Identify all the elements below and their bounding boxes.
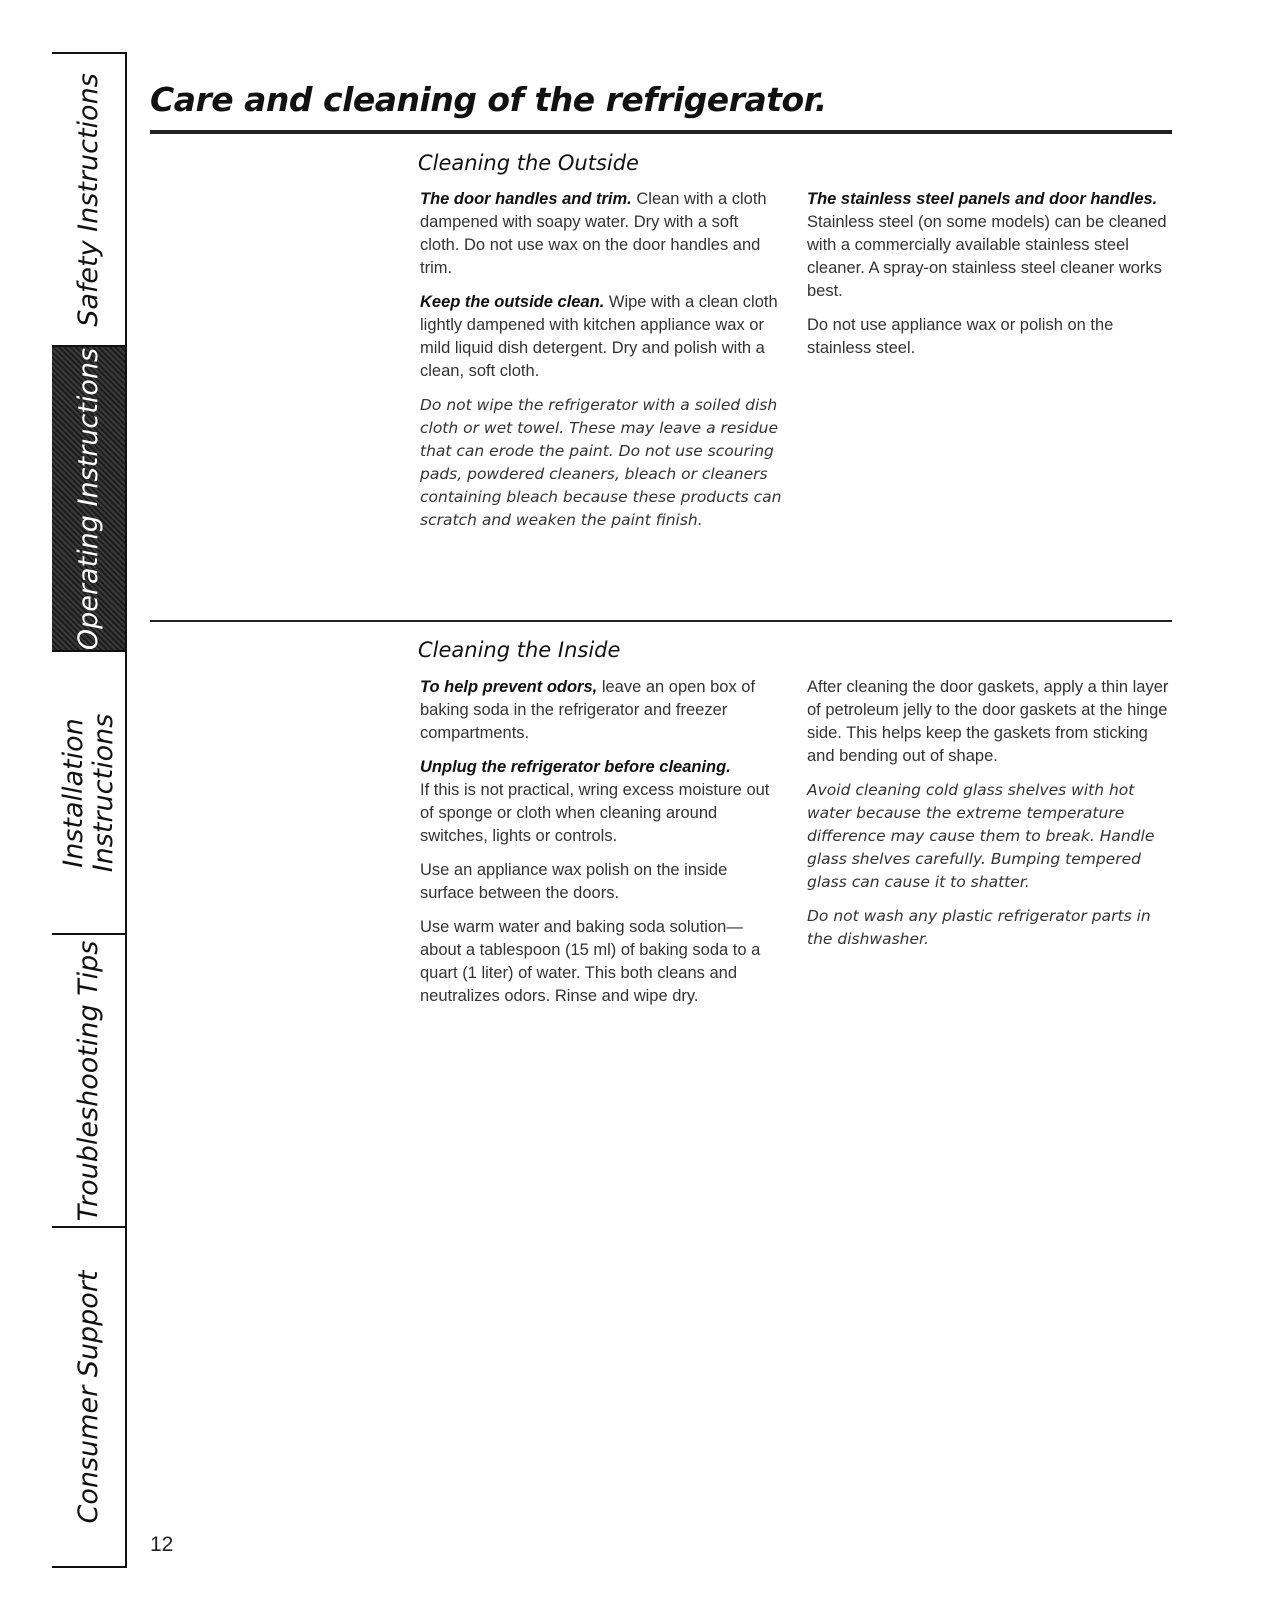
paragraph-text: Stainless steel (on some models) can be cleaned with a commercially available stainless steel cleaner. A spray-on stainless steel cleaner works best. bbox=[807, 213, 1167, 300]
section-tabs-sidebar bbox=[52, 52, 127, 1568]
tab-troubleshooting-tips[interactable] bbox=[52, 935, 125, 1228]
inside-right-column bbox=[807, 676, 1169, 962]
paragraph: After cleaning the door gaskets, apply a thin layer of petroleum jelly to the door gaskets at the hinge side. This helps keep the gaskets from sticking and bending out of shape. bbox=[807, 678, 1169, 765]
title-divider bbox=[150, 130, 1172, 134]
tab-label-line: Installation bbox=[57, 717, 89, 868]
paragraph-text: If this is not practical, wring excess moisture out of sponge or cloth when cleaning around switches, lights or controls. bbox=[420, 781, 770, 845]
paragraph: Use an appliance wax polish on the inside surface between the doors. bbox=[420, 861, 728, 902]
section-divider bbox=[150, 620, 1172, 622]
page-number: 12 bbox=[150, 1533, 174, 1556]
paragraph bbox=[420, 291, 782, 383]
paragraph bbox=[420, 188, 782, 280]
tab-label: Safety Instructions bbox=[72, 72, 104, 327]
outside-left-column bbox=[420, 188, 782, 543]
tab-consumer-support[interactable] bbox=[52, 1228, 125, 1566]
caution-note: Do not wipe the refrigerator with a soiled dish cloth or wet towel. These may leave a residue that can erode the paint. Do not use scouring pads, powdered cleaners, bleach or cleaners containing bleach because these products can scratch and weaken the paint finish. bbox=[420, 396, 782, 529]
caution-note: Avoid cleaning cold glass shelves with hot water because the extreme temperature difference may cause them to break. Handle glass shelves carefully. Bumping tempered glass can cause it to shatter. bbox=[807, 781, 1155, 891]
paragraph: Use warm water and baking soda solution—about a tablespoon (15 ml) of baking soda to a quart (1 liter) of water. This both cleans and neutralizes odors. Rinse and wipe dry. bbox=[420, 918, 761, 1005]
paragraph bbox=[420, 676, 782, 745]
caution-note: Do not wash any plastic refrigerator parts in the dishwasher. bbox=[807, 907, 1151, 948]
paragraph-lead: The stainless steel panels and door handles. bbox=[807, 190, 1158, 208]
paragraph bbox=[807, 188, 1169, 303]
outside-right-column bbox=[807, 188, 1169, 371]
tab-label: Consumer Support bbox=[72, 1270, 104, 1524]
tab-label: Operating Instructions bbox=[72, 347, 104, 650]
tab-label bbox=[59, 713, 119, 872]
tab-operating-instructions[interactable] bbox=[52, 347, 125, 652]
paragraph-text: leave an open box of baking soda in the refrigerator and freezer compartments. bbox=[420, 678, 756, 742]
page-title: Care and cleaning of the refrigerator. bbox=[150, 80, 827, 119]
paragraph bbox=[420, 756, 782, 848]
paragraph-lead: The door handles and trim. bbox=[420, 190, 632, 208]
paragraph-lead: Unplug the refrigerator before cleaning. bbox=[420, 758, 731, 776]
paragraph: Do not use appliance wax or polish on the stainless steel. bbox=[807, 316, 1114, 357]
paragraph-lead: To help prevent odors, bbox=[420, 678, 598, 696]
tab-label-line: Instructions bbox=[87, 713, 119, 872]
inside-left-column bbox=[420, 676, 782, 1019]
paragraph-lead: Keep the outside clean. bbox=[420, 293, 605, 311]
section-heading-inside: Cleaning the Inside bbox=[418, 638, 621, 662]
tab-installation-instructions[interactable] bbox=[52, 652, 125, 935]
tab-label: Troubleshooting Tips bbox=[72, 940, 104, 1221]
paragraph-text: Wipe with a clean cloth lightly dampened with kitchen appliance wax or mild liquid dish detergent. Dry and polish with a clean, soft cloth. bbox=[420, 293, 778, 380]
paragraph-text: Clean with a cloth dampened with soapy water. Dry with a soft cloth. Do not use wax on the door handles and trim. bbox=[420, 190, 767, 277]
tab-safety-instructions[interactable] bbox=[52, 54, 125, 347]
section-heading-outside: Cleaning the Outside bbox=[418, 151, 639, 175]
